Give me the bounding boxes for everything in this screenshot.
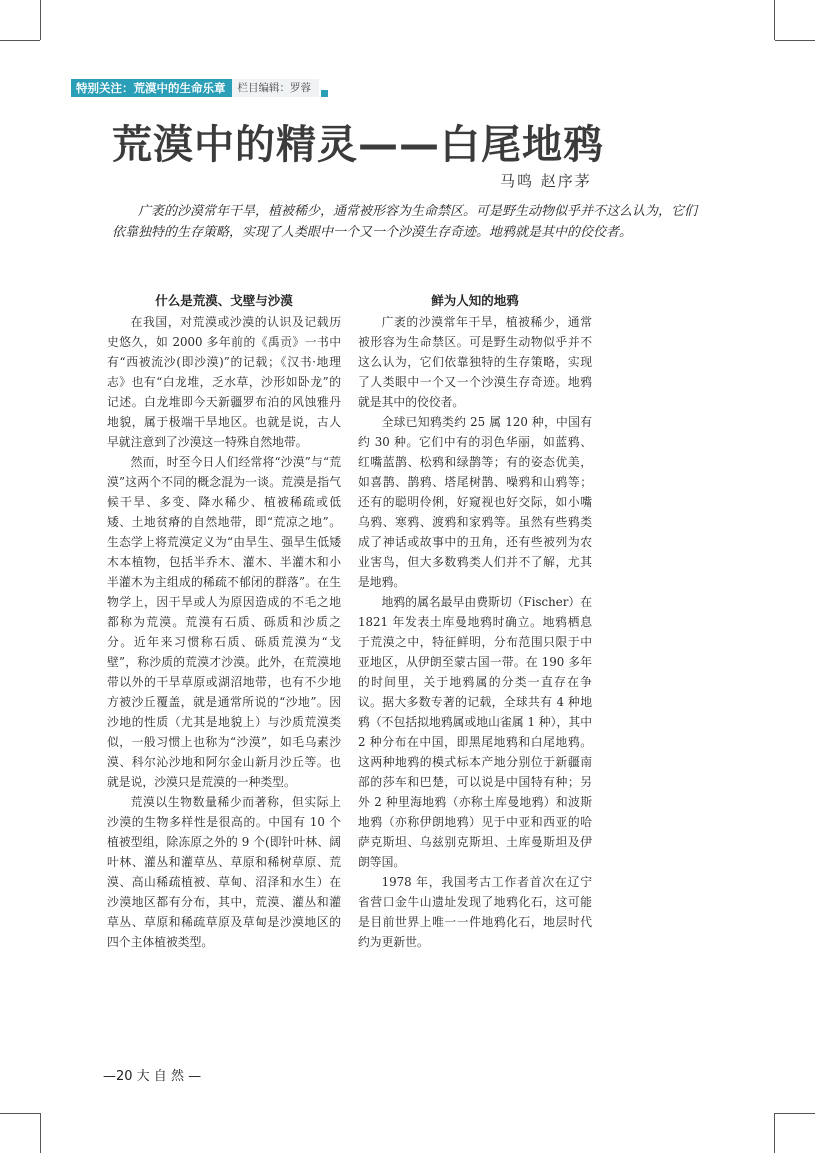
crop-mark <box>40 1113 41 1153</box>
section-heading: 什么是荒漠、戈壁与沙漠 <box>155 293 293 308</box>
body-paragraph: 全球已知鸦类约 25 属 120 种，中国有约 30 种。它们中有的羽色华丽，如蓝鸦、红嘴蓝鹊、松鸦和绿鹊等；有的姿态优美，如喜鹊、鹊鸦、塔尾树鹊、噪鸦和山鸦等；还有的聪明伶俐，好窥视也好交际，如小嘴乌鸦、寒鸦、渡鸦和家鸦等。虽然有些鸦类成了神话或故事中的丑角，还有些被列为农业害鸟，但大多数鸦类人们并不了解，尤其是地鸦。 <box>358 415 592 589</box>
editor-label: 栏目编辑：罗蓉 <box>232 79 320 97</box>
body-paragraph: 然而，时至今日人们经常将“沙漠”与“荒漠”这两个不同的概念混为一谈。荒漠是指气候干旱、多变、降水稀少、植被稀疏或低矮、土地贫瘠的自然地带，即“荒凉之地”。生态学上将荒漠定义为“由旱生、强旱生低矮木本植物，包括半乔木、灌木、半灌木和小半灌木为主组成的稀疏不郁闭的群落”。在生物学上，因干旱或人为原因造成的不毛之地都称为荒漠。荒漠有石质、砾质和沙质之分。近年来习惯称石质、砾质荒漠为“戈壁”，称沙质的荒漠才沙漠。此外，在荒漠地带以外的干旱草原或湖沼地带，也有不少地方被沙丘覆盖，就是通常所说的“沙地”。因沙地的性质（尤其是地貌上）与沙质荒漠类似，一般习惯上也称为“沙漠”，如毛乌素沙漠、科尔沁沙地和阿尔金山新月沙丘等。也就是说，沙漠只是荒漠的一种类型。 <box>107 455 341 789</box>
crop-mark <box>774 0 775 40</box>
crop-mark <box>0 1113 40 1114</box>
article-authors: 马鸣 赵序茅 <box>500 172 592 190</box>
left-column <box>107 291 341 952</box>
header-accent-square <box>321 90 328 97</box>
crop-mark <box>775 1113 815 1114</box>
section-label: 特别关注：荒漠中的生命乐章 <box>71 79 232 97</box>
section-header <box>71 79 328 97</box>
article-abstract: 广袤的沙漠常年干旱，植被稀少，通常被形容为生命禁区。可是野生动物似乎并不这么认为，它们依靠独特的生存策略，实现了人类眼中一个又一个沙漠生存奇迹。地鸦就是其中的佼佼者。 <box>112 204 698 240</box>
section-heading: 鲜为人知的地鸦 <box>431 293 519 308</box>
crop-mark <box>40 0 41 40</box>
body-paragraph: 荒漠以生物数量稀少而著称，但实际上沙漠的生物多样性是很高的。中国有 10 个植被型组，除冻原之外的 9 个(即针叶林、阔叶林、灌丛和灌草丛、草原和稀树草原、荒漠、高山稀疏植被、草甸、沼泽和水生）在沙漠地区都有分布，其中，荒漠、灌丛和灌草丛、草原和稀疏草原及草甸是沙漠地区的四个主体植被类型。 <box>107 795 341 949</box>
right-column <box>358 291 592 952</box>
body-paragraph: 1978 年，我国考古工作者首次在辽宁省营口金牛山遗址发现了地鸦化石，这可能是目前世界上唯一一件地鸦化石，地层时代约为更新世。 <box>358 875 592 949</box>
body-paragraph: 地鸦的属名最早由费斯切（Fischer）在 1821 年发表土库曼地鸦时确立。地鸦栖息于荒漠之中，特征鲜明，分布范围只限于中亚地区，从伊朗至蒙古国一带。在 190 多年的时间里，关于地鸦属的分类一直存在争议。据大多数专著的记载，全球共有 4 种地鸦（不包括拟地鸦属或地山雀属 1 种），其中 2 种分布在中国，即黑尾地鸦和白尾地鸦。这两种地鸦的模式标本产地分别位于新疆南部的莎车和巴楚，可以说是中国特有种；另外 2 种里海地鸦（亦称土库曼地鸦）和波斯地鸦（亦称伊朗地鸦）见于中亚和西亚的哈萨克斯坦、乌兹别克斯坦、土库曼斯坦及伊朗等国。 <box>358 595 592 869</box>
crop-mark <box>0 40 40 41</box>
body-paragraph: 广袤的沙漠常年干旱，植被稀少，通常被形容为生命禁区。可是野生动物似乎并不这么认为，它们依靠独特的生存策略，实现了人类眼中一个又一个沙漠生存奇迹。地鸦就是其中的佼佼者。 <box>358 315 592 409</box>
article-title: 荒漠中的精灵——白尾地鸦 <box>112 122 604 168</box>
crop-mark <box>774 1113 775 1153</box>
page-folio: —20 大 自 然 — <box>103 1069 202 1084</box>
body-paragraph: 在我国，对荒漠或沙漠的认识及记载历史悠久，如 2000 多年前的《禹贡》一书中有“西被流沙(即沙漠)”的记载；《汉书·地理志》也有“白龙堆，乏水草，沙形如卧龙”的记述。白龙堆即今天新疆罗布泊的风蚀雅丹地貌，属于极端干旱地区。也就是说，古人早就注意到了沙漠这一特殊自然地带。 <box>107 315 341 449</box>
crop-mark <box>775 40 815 41</box>
